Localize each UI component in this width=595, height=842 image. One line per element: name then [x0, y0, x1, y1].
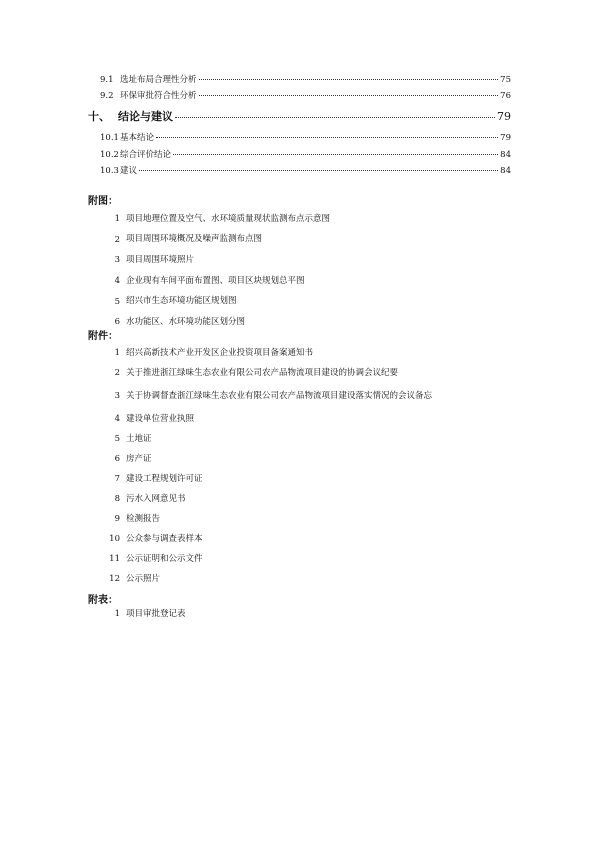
toc-dot-leader: [139, 170, 498, 171]
item-number: 3: [114, 255, 120, 266]
attachments-heading: 附件：: [88, 331, 118, 342]
item-number: 9: [114, 514, 120, 524]
toc-title: 结论与建议: [118, 110, 173, 123]
item-number: 4: [114, 276, 120, 287]
item-text: 关于协调督查浙江绿味生态农业有限公司农产品物流项目建设落实情况的会议备忘: [126, 390, 433, 401]
list-item: [88, 549, 508, 569]
toc-title: 综合评价结论: [120, 150, 172, 160]
list-item: [88, 291, 508, 312]
list-item: [88, 529, 508, 549]
item-number: 2: [114, 368, 120, 378]
item-text: 建设工程规划许可证: [126, 473, 203, 484]
toc-page-number: 75: [500, 75, 511, 85]
toc-title: 建议: [120, 166, 138, 176]
toc-dot-leader: [199, 95, 499, 96]
toc-entry-10-2[interactable]: [100, 148, 511, 160]
toc-page-number: 79: [500, 133, 511, 143]
list-item: [88, 271, 508, 292]
item-number: 10: [109, 534, 120, 544]
toc-dot-leader: [199, 79, 499, 80]
item-number: 7: [114, 474, 120, 484]
list-item: [88, 569, 508, 589]
toc-dot-leader: [173, 154, 498, 155]
item-text: 水功能区、水环境功能区划分图: [126, 316, 246, 327]
list-item: [88, 409, 508, 429]
item-text: 项目周围环境概况及噪声监测布点图: [126, 234, 263, 245]
list-item: [88, 489, 508, 509]
item-number: 3: [114, 391, 120, 401]
list-item: [88, 209, 508, 230]
toc-number: 10.3: [100, 166, 119, 176]
item-number: 8: [114, 494, 120, 504]
toc-page-number: 84: [500, 150, 511, 160]
item-number: 4: [114, 414, 120, 424]
list-item: [88, 383, 508, 409]
list-item: [88, 230, 508, 251]
tables-heading: 附表：: [88, 595, 118, 606]
toc-dot-leader: [175, 117, 495, 118]
item-number: 11: [109, 554, 120, 564]
item-number: 5: [114, 434, 120, 444]
item-text: 项目地理位置及空气、水环境质量现状监测布点示意图: [126, 213, 331, 224]
item-text: 污水入网意见书: [126, 493, 186, 504]
item-text: 项目审批登记表: [126, 608, 186, 619]
attachments-list: [88, 343, 508, 589]
list-item: [88, 469, 508, 489]
toc-title: 环保审批符合性分析: [120, 91, 197, 101]
item-text: 公众参与调查表样本: [126, 533, 203, 544]
toc-page-number: 76: [500, 91, 511, 101]
figures-list: [88, 209, 508, 333]
toc-entry-9-2[interactable]: [100, 89, 511, 101]
toc-title: 选址布局合理性分析: [120, 75, 197, 85]
list-item: [88, 509, 508, 529]
item-text: 绍兴高新技术产业开发区企业投资项目备案通知书: [126, 347, 314, 358]
item-text: 检测报告: [126, 513, 161, 524]
item-text: 公示照片: [126, 573, 161, 584]
toc-title: 基本结论: [120, 133, 155, 143]
list-item: [88, 429, 508, 449]
toc-dot-leader: [156, 137, 498, 138]
list-item: [88, 604, 508, 624]
list-item: [88, 343, 508, 363]
list-item: [88, 250, 508, 271]
item-number: 6: [114, 317, 120, 328]
list-item: [88, 312, 508, 333]
list-item: [88, 363, 508, 383]
tables-list: [88, 604, 508, 624]
item-text: 绍兴市生态环境功能区规划图: [126, 296, 237, 307]
item-text: 企业现有车间平面布置图、项目区块规划总平图: [126, 275, 305, 286]
item-number: 1: [114, 609, 120, 619]
toc-page-number: 84: [500, 166, 511, 176]
item-number: 5: [114, 296, 120, 307]
toc-entry-10-1[interactable]: [100, 131, 511, 143]
item-number: 1: [114, 214, 120, 225]
list-item: [88, 449, 508, 469]
item-number: 12: [109, 574, 120, 584]
toc-entry-chapter-10[interactable]: [88, 108, 511, 124]
item-number: 6: [114, 454, 120, 464]
toc-number: 9.2: [100, 91, 114, 101]
item-text: 关于推进浙江绿味生态农业有限公司农产品物流项目建设的协调会议纪要: [126, 367, 399, 378]
figures-heading: 附图：: [88, 196, 118, 207]
item-text: 房产证: [126, 453, 152, 464]
item-number: 2: [114, 234, 120, 245]
item-text: 土地证: [126, 433, 152, 444]
toc-number: 10.1: [100, 133, 119, 143]
toc-page-number: 79: [497, 110, 511, 123]
toc-entry-10-3[interactable]: [100, 164, 511, 176]
toc-number: 十、: [88, 110, 110, 123]
toc-number: 10.2: [100, 150, 119, 160]
item-text: 公示证明和公示文件: [126, 553, 203, 564]
item-number: 1: [114, 348, 120, 358]
item-text: 项目周围环境照片: [126, 254, 195, 265]
toc-entry-9-1[interactable]: [100, 73, 511, 85]
item-text: 建设单位营业执照: [126, 413, 195, 424]
toc-number: 9.1: [100, 75, 114, 85]
